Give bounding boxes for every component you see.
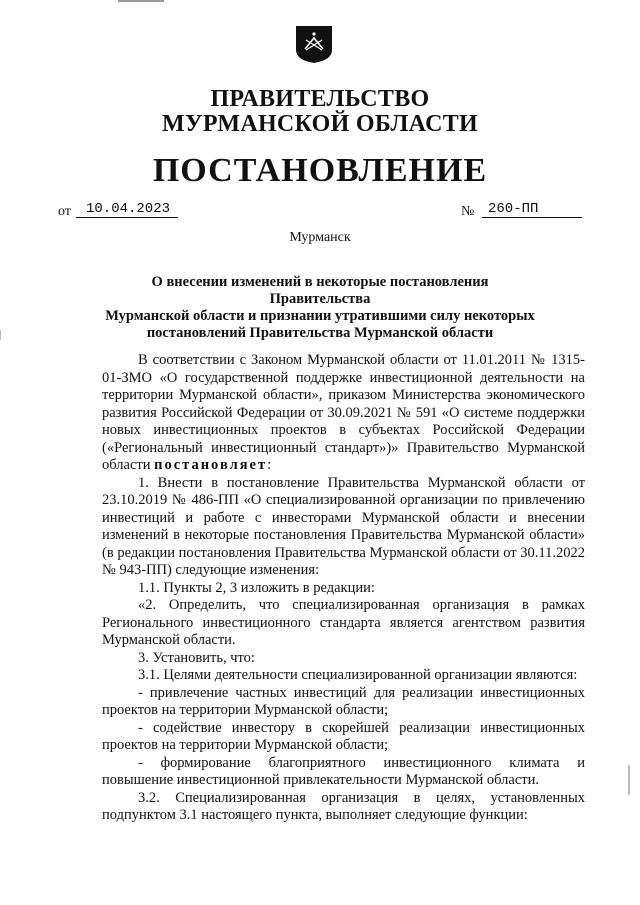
paragraph-preamble [102, 352, 585, 475]
paragraph-item-3: 3. Установить, что: [138, 649, 255, 666]
bullet-item: - содействие инвестору в скорейшей реализации инвестиционных проектов на территории Мурманской области; [102, 719, 585, 753]
paragraph-item-1: 1. Внести в постановление Правительства Мурманской области от 23.10.2019 № 486-ПП «О специализированной организации по привлечению инвестиций и работе с инвесторами Мурманской области и внесении изменений в некоторые постановления Правительства Мурманской области» (в редакции постановления Правительства Мурманской области от 30.11.2022 № 943-ПП) следующие изменения: [102, 474, 585, 578]
document-body [102, 352, 585, 825]
government-title-line2: МУРМАНСКОЙ ОБЛАСТИ [162, 111, 478, 137]
decree-colon: : [267, 457, 272, 473]
scan-artifact [118, 0, 164, 2]
preamble-text: В соответствии с Законом Мурманской области от 11.01.2011 № 1315-01-ЗМО «О государственной поддержке инвестиционной деятельности на территории Мурманской области», приказом Министерства экономического развития Российской Федерации от 30.09.2021 № 591 «О системе поддержки новых инвестиционных проектов в субъектах Российской Федерации («Региональный инвестиционный стандарт»)» Правительство Мурманской области [102, 352, 585, 473]
scan-artifact-left [0, 330, 1, 340]
number-prefix: № [461, 204, 475, 219]
subject-line: постановлений Правительства Мурманской области [146, 325, 494, 341]
paragraph-item-2: «2. Определить, что специализированная организация в рамках Регионального инвестиционного стандарта является агентством развития Мурманской области. [102, 597, 585, 648]
document-number: 260-ПП [482, 201, 582, 218]
subject-line: О внесении изменений в некоторые постановления Правительства [151, 274, 489, 307]
decree-word: постановляет [154, 457, 268, 473]
coat-of-arms-icon [294, 24, 334, 64]
city-name: Мурманск [289, 230, 351, 245]
paragraph-item-1-1: 1.1. Пункты 2, 3 изложить в редакции: [138, 579, 375, 596]
paragraph-item-3-2: 3.2. Специализированная организация в целях, установленных подпунктом 3.1 настоящего пункта, выполняет следующие функции: [102, 789, 585, 823]
scan-artifact-right [628, 765, 630, 795]
subject-line: Мурманской области и признании утратившими силу некоторых [105, 308, 535, 324]
bullet-item: - привлечение частных инвестиций для реализации инвестиционных проектов на территории Мурманской области; [102, 684, 585, 718]
document-subject [100, 274, 540, 342]
date-prefix: от [58, 204, 71, 219]
bullet-item: - формирование благоприятного инвестиционного климата и повышение инвестиционной привлекательности Мурманской области. [102, 754, 585, 788]
paragraph-item-3-1: 3.1. Целями деятельности специализированной организации являются: [138, 667, 578, 683]
document-date: 10.04.2023 [76, 201, 178, 218]
document-type-title: ПОСТАНОВЛЕНИЕ [152, 152, 488, 189]
government-title-line1: ПРАВИТЕЛЬСТВО [210, 86, 430, 112]
